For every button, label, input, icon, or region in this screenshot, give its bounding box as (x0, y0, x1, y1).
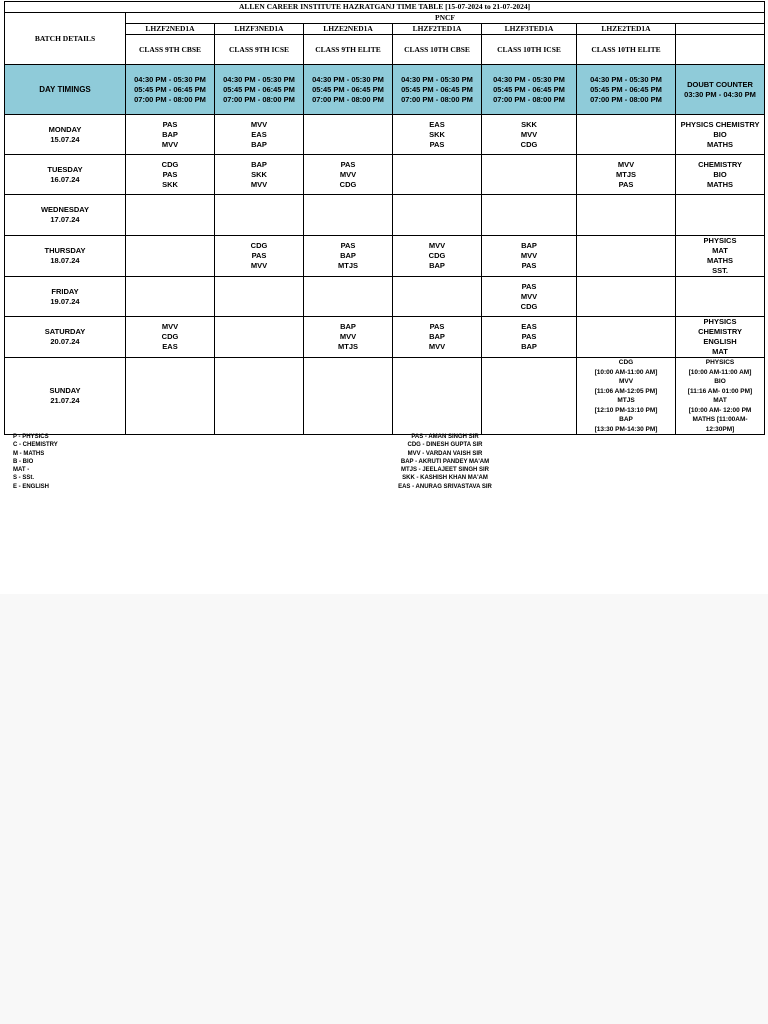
day-label: WEDNESDAY 17.07.24 (5, 195, 126, 236)
doubt-counter-subjects: CHEMISTRY BIO MATHS (676, 155, 765, 195)
day-row (5, 195, 765, 236)
schedule-cell (304, 115, 393, 155)
batch-class: CLASS 10TH CBSE (393, 35, 482, 65)
day-row (5, 155, 765, 195)
doubt-counter-cell: DOUBT COUNTER 03:30 PM - 04:30 PM (676, 65, 765, 115)
schedule-cell: EAS SKK PAS (393, 115, 482, 155)
schedule-cell (393, 155, 482, 195)
schedule-cell (215, 277, 304, 317)
schedule-cell: MVV EAS BAP (215, 115, 304, 155)
schedule-cell: MVV MTJS PAS (577, 155, 676, 195)
doubt-counter-subjects: PHYSICS CHEMISTRY ENGLISH MAT (676, 317, 765, 358)
subject-legend: P - PHYSICS C - CHEMISTRY M - MATHS B - BIO MAT - S - SSt. E - ENGLISH (13, 434, 58, 490)
timings-row (5, 65, 765, 115)
day-label: THURSDAY 18.07.24 (5, 236, 126, 277)
schedule-cell: PAS BAP MVV (126, 115, 215, 155)
doubt-counter-subjects: PHYSICS [10:00 AM-11:00 AM] BIO [11:16 AM- 01:00 PM] MAT [10:00 AM- 12:00 PM MATHS [11:00AM- 12:30PM] (676, 358, 765, 435)
doubt-counter-subjects (676, 195, 765, 236)
day-row (5, 236, 765, 277)
batch-code: LHZF3NED1A (215, 24, 304, 35)
day-row (5, 358, 765, 435)
schedule-cell (126, 236, 215, 277)
schedule-cell (126, 195, 215, 236)
schedule-cell (215, 195, 304, 236)
schedule-cell (577, 115, 676, 155)
viewer-background (0, 594, 768, 1024)
batch-code: LHZE2NED1A (304, 24, 393, 35)
schedule-cell: EAS PAS BAP (482, 317, 577, 358)
schedule-cell: PAS MVV CDG (482, 277, 577, 317)
schedule-cell (482, 195, 577, 236)
schedule-cell: SKK MVV CDG (482, 115, 577, 155)
schedule-cell (482, 358, 577, 435)
schedule-cell (482, 155, 577, 195)
day-rows (5, 115, 765, 435)
schedule-cell: MVV CDG EAS (126, 317, 215, 358)
schedule-cell: BAP MVV PAS (482, 236, 577, 277)
timing-cell: 04:30 PM - 05:30 PM 05:45 PM - 06:45 PM 07:00 PM - 08:00 PM (482, 65, 577, 115)
timing-cell: 04:30 PM - 05:30 PM 05:45 PM - 06:45 PM 07:00 PM - 08:00 PM (126, 65, 215, 115)
schedule-cell (577, 236, 676, 277)
schedule-cell: CDG [10:00 AM-11:00 AM] MVV [11:06 AM-12:05 PM] MTJS [12:10 PM-13:10 PM] BAP [13:30 PM-14:30 PM] (577, 358, 676, 435)
schedule-cell (577, 195, 676, 236)
teacher-legend: PAS - AMAN SINGH SIR CDG - DINESH GUPTA SIR MVV - VARDAN VAISH SIR BAP - AKRUTI PANDEY MA'AM MTJS - JEELAJEET SINGH SIR SKK - KASHISH KHAN MA'AM EAS - ANURAG SRIVASTAVA SIR (398, 434, 492, 490)
timetable (4, 1, 765, 435)
schedule-cell (304, 358, 393, 435)
batch-class: CLASS 9TH ELITE (304, 35, 393, 65)
batch-code: LHZE2TED1A (577, 24, 676, 35)
day-label: MONDAY 15.07.24 (5, 115, 126, 155)
doubt-counter-subjects: PHYSICS CHEMISTRY BIO MATHS (676, 115, 765, 155)
day-row (5, 277, 765, 317)
timing-cell: 04:30 PM - 05:30 PM 05:45 PM - 06:45 PM 07:00 PM - 08:00 PM (393, 65, 482, 115)
schedule-cell: CDG PAS SKK (126, 155, 215, 195)
timing-cell: 04:30 PM - 05:30 PM 05:45 PM - 06:45 PM 07:00 PM - 08:00 PM (577, 65, 676, 115)
timing-cell: 04:30 PM - 05:30 PM 05:45 PM - 06:45 PM 07:00 PM - 08:00 PM (304, 65, 393, 115)
schedule-cell (304, 277, 393, 317)
batch-code (676, 24, 765, 35)
timing-cell: 04:30 PM - 05:30 PM 05:45 PM - 06:45 PM 07:00 PM - 08:00 PM (215, 65, 304, 115)
schedule-cell (577, 317, 676, 358)
schedule-cell: BAP SKK MVV (215, 155, 304, 195)
day-label: TUESDAY 16.07.24 (5, 155, 126, 195)
batch-class: CLASS 9TH ICSE (215, 35, 304, 65)
schedule-cell (393, 358, 482, 435)
schedule-cell (215, 317, 304, 358)
doubt-counter-subjects: PHYSICS MAT MATHS SST. (676, 236, 765, 277)
batch-class: CLASS 10TH ELITE (577, 35, 676, 65)
schedule-cell: PAS BAP MTJS (304, 236, 393, 277)
timetable-title: ALLEN CAREER INSTITUTE HAZRATGANJ TIME TABLE [15-07-2024 to 21-07-2024] (5, 2, 765, 13)
batch-class: CLASS 9TH CBSE (126, 35, 215, 65)
schedule-cell (393, 195, 482, 236)
day-row (5, 317, 765, 358)
schedule-cell: BAP MVV MTJS (304, 317, 393, 358)
day-label: SUNDAY 21.07.24 (5, 358, 126, 435)
batch-code: LHZF2TED1A (393, 24, 482, 35)
batch-class: CLASS 10TH ICSE (482, 35, 577, 65)
batch-code: LHZF2NED1A (126, 24, 215, 35)
schedule-cell: CDG PAS MVV (215, 236, 304, 277)
schedule-cell (215, 358, 304, 435)
day-timings-label: DAY TIMINGS (5, 65, 126, 115)
schedule-cell: MVV CDG BAP (393, 236, 482, 277)
schedule-cell (126, 358, 215, 435)
batch-code: LHZF3TED1A (482, 24, 577, 35)
schedule-cell (126, 277, 215, 317)
schedule-cell (577, 277, 676, 317)
schedule-cell (304, 195, 393, 236)
day-row (5, 115, 765, 155)
doubt-counter-subjects (676, 277, 765, 317)
day-label: FRIDAY 19.07.24 (5, 277, 126, 317)
schedule-cell: PAS MVV CDG (304, 155, 393, 195)
batch-class (676, 35, 765, 65)
schedule-cell (393, 277, 482, 317)
day-label: SATURDAY 20.07.24 (5, 317, 126, 358)
schedule-cell: PAS BAP MVV (393, 317, 482, 358)
group-header: PNCF (126, 13, 765, 24)
batch-details-header: BATCH DETAILS (5, 13, 126, 65)
